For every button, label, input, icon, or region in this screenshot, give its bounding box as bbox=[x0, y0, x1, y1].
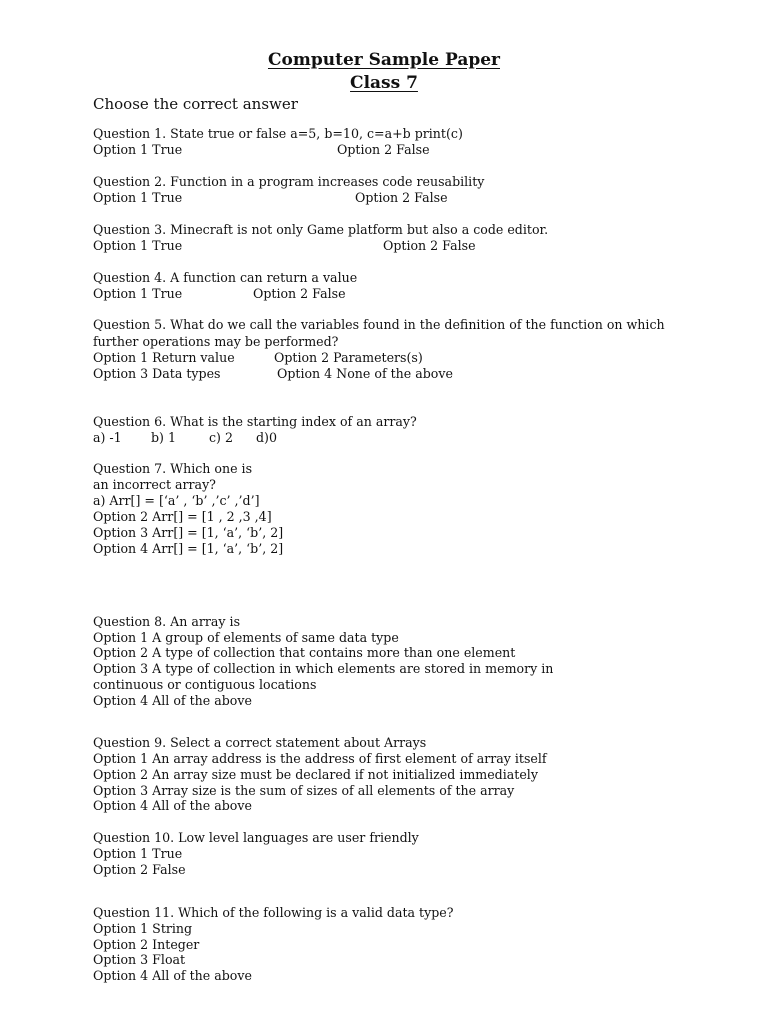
q7-option-4: Option 4 Arr[] = [1, ‘a’, ‘b’, 2] bbox=[93, 541, 284, 556]
question-8-text: Question 8. An array is bbox=[93, 614, 241, 629]
q6-option-a: a) -1 bbox=[93, 430, 122, 445]
q8-option-4: Option 4 All of the above bbox=[93, 693, 252, 708]
q7-option-2: Option 2 Arr[] = [1 , 2 ,3 ,4] bbox=[93, 509, 272, 524]
q10-option-2: Option 2 False bbox=[93, 862, 186, 877]
q9-option-4: Option 4 All of the above bbox=[93, 798, 252, 813]
question-5-text-line-2: further operations may be performed? bbox=[93, 334, 339, 349]
q5-option-4: Option 4 None of the above bbox=[277, 366, 453, 381]
q3-option-1: Option 1 True bbox=[93, 238, 183, 253]
instruction: Choose the correct answer bbox=[93, 95, 298, 113]
question-3-text: Question 3. Minecraft is not only Game platform but also a code editor. bbox=[93, 222, 549, 237]
question-1-text: Question 1. State true or false a=5, b=10, c=a+b print(c) bbox=[93, 126, 463, 141]
q2-option-2: Option 2 False bbox=[355, 190, 448, 205]
q11-option-2: Option 2 Integer bbox=[93, 937, 200, 952]
q7-option-3: Option 3 Arr[] = [1, ‘a’, ‘b’, 2] bbox=[93, 525, 284, 540]
q5-option-3: Option 3 Data types bbox=[93, 366, 221, 381]
q5-option-2: Option 2 Parameters(s) bbox=[274, 350, 423, 365]
q5-option-1: Option 1 Return value bbox=[93, 350, 235, 365]
q8-option-3-line-1: Option 3 A type of collection in which elements are stored in memory in bbox=[93, 661, 554, 676]
question-10-text: Question 10. Low level languages are user friendly bbox=[93, 830, 419, 845]
question-7-text-line-2: an incorrect array? bbox=[93, 477, 216, 492]
question-9-text: Question 9. Select a correct statement about Arrays bbox=[93, 735, 427, 750]
q10-option-1: Option 1 True bbox=[93, 846, 183, 861]
question-11-text: Question 11. Which of the following is a valid data type? bbox=[93, 905, 454, 920]
paper-title: Computer Sample Paper bbox=[267, 50, 500, 70]
question-6-text: Question 6. What is the starting index of an array? bbox=[93, 414, 417, 429]
question-7-text-line-1: Question 7. Which one is bbox=[93, 461, 253, 476]
q7-option-1: a) Arr[] = [‘a’ , ‘b’ ,’c’ ,’d’] bbox=[93, 493, 260, 508]
question-5-text-line-1: Question 5. What do we call the variables found in the definition of the function on which bbox=[93, 317, 665, 332]
question-4-text: Question 4. A function can return a value bbox=[93, 270, 358, 285]
q6-option-c: c) 2 bbox=[209, 430, 233, 445]
q8-option-3-line-2: continuous or contiguous locations bbox=[93, 677, 317, 692]
q4-option-2: Option 2 False bbox=[253, 286, 346, 301]
q3-option-2: Option 2 False bbox=[383, 238, 476, 253]
question-2-text: Question 2. Function in a program increases code reusability bbox=[93, 174, 485, 189]
q2-option-1: Option 1 True bbox=[93, 190, 183, 205]
q8-option-2: Option 2 A type of collection that contains more than one element bbox=[93, 645, 516, 660]
q11-option-4: Option 4 All of the above bbox=[93, 968, 252, 983]
q1-option-2: Option 2 False bbox=[337, 142, 430, 157]
q9-option-3: Option 3 Array size is the sum of sizes of all elements of the array bbox=[93, 783, 515, 798]
q6-option-b: b) 1 bbox=[151, 430, 176, 445]
q9-option-1: Option 1 An array address is the address of first element of array itself bbox=[93, 751, 547, 766]
q11-option-1: Option 1 String bbox=[93, 921, 193, 936]
q6-option-d: d)0 bbox=[256, 430, 277, 445]
q11-option-3: Option 3 Float bbox=[93, 952, 186, 967]
q1-option-1: Option 1 True bbox=[93, 142, 183, 157]
q4-option-1: Option 1 True bbox=[93, 286, 183, 301]
class-title: Class 7 bbox=[350, 73, 418, 93]
q8-option-1: Option 1 A group of elements of same data type bbox=[93, 630, 399, 645]
q9-option-2: Option 2 An array size must be declared if not initialized immediately bbox=[93, 767, 538, 782]
